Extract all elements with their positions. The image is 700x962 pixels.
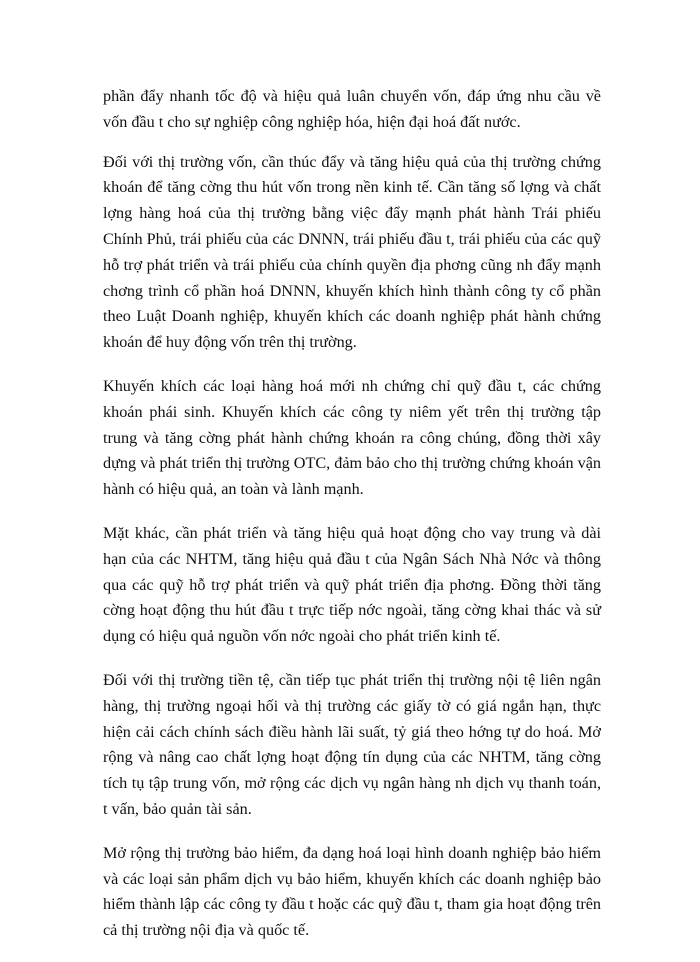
paragraph-6: Mở rộng thị trường bảo hiểm, đa dạng hoá loại hình doanh nghiệp bảo hiểm và các loại sản phẩm dịch vụ bảo hiểm, khuyến khích các doanh nghiệp bảo hiểm thành lập các công ty đầu t hoặc các quỹ đầu t, tham gia hoạt động trên cả thị trường nội địa và quốc tế. bbox=[103, 843, 601, 940]
paragraph-4: Mặt khác, cần phát triển và tăng hiệu quả hoạt động cho vay trung và dài hạn của các NHTM, tăng hiệu quả đầu t của Ngân Sách Nhà Nớc và thông qua các quỹ hỗ trợ phát triển và quỹ phát triển địa phơng. Đồng thời tăng cờng hoạt động thu hút đầu t trực tiếp nớc ngoài, tăng cờng khai thác và sử dụng có hiệu quả nguồn vốn nớc ngoài cho phát triển kinh tế. bbox=[103, 523, 601, 646]
paragraph-2: Đối với thị trường vốn, cần thúc đẩy và tăng hiệu quả của thị trường chứng khoán để tăng cờng thu hút vốn trong nền kinh tế. Cần tăng số lợng và chất lợng hàng hoá của thị trường bằng việc đẩy mạnh phát hành Trái phiếu Chính Phủ, trái phiếu của các DNNN, trái phiếu đầu t, trái phiếu của các quỹ hỗ trợ phát triển và trái phiếu của chính quyền địa phơng cũng nh đẩy mạnh chơng trình cổ phần hoá DNNN, khuyến khích hình thành công ty cổ phần theo Luật Doanh nghiệp, khuyến khích các doanh nghiệp phát hành chứng khoán để huy động vốn trên thị trường. bbox=[103, 152, 601, 352]
paragraph-1: phần đẩy nhanh tốc độ và hiệu quả luân chuyển vốn, đáp ứng nhu cầu về vốn đầu t cho sự nghiệp công nghiệp hóa, hiện đại hoá đất nước. bbox=[103, 87, 601, 131]
paragraph-3: Khuyến khích các loại hàng hoá mới nh chứng chỉ quỹ đầu t, các chứng khoán phái sinh. Khuyến khích các công ty niêm yết trên thị trường tập trung và tăng cờng phát hành chứng khoán ra công chúng, đồng thời xây dựng và phát triển thị trường OTC, đảm bảo cho thị trường chứng khoán vận hành có hiệu quả, an toàn và lành mạnh. bbox=[103, 376, 601, 499]
paragraph-5: Đối với thị trường tiền tệ, cần tiếp tục phát triển thị trường nội tệ liên ngân hàng, thị trường ngoại hối và thị trường các giấy tờ có giá ngắn hạn, thực hiện cải cách chính sách điều hành lãi suất, tỷ giá theo hớng tự do hoá. Mở rộng và nâng cao chất lợng hoạt động tín dụng của các NHTM, tăng cờng tích tụ tập trung vốn, mở rộng các dịch vụ ngân hàng nh dịch vụ thanh toán, t vấn, bảo quản tài sản. bbox=[103, 670, 601, 818]
document-body bbox=[103, 84, 601, 962]
